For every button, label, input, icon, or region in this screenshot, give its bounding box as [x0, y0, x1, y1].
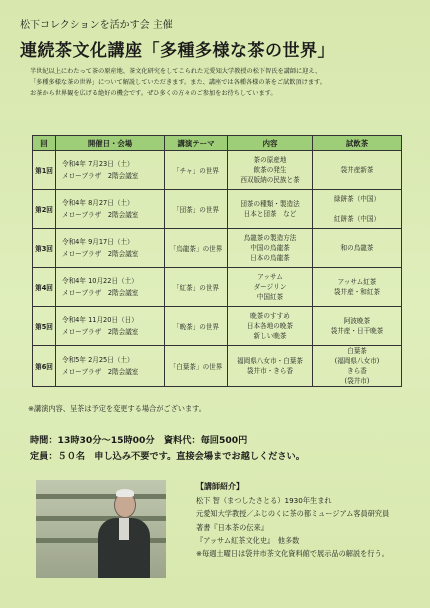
content-line: 晩茶のすすめ: [250, 312, 290, 320]
table-header-row: [33, 136, 402, 151]
table-row: [33, 229, 402, 268]
time-fee-line: 時間：13時30分～15時00分 資料代：毎回500円: [30, 435, 248, 446]
tea-line: 阿波晩茶: [343, 317, 371, 325]
page-title: 連続茶文化講座「多種多様な茶の世界」: [20, 41, 335, 61]
tea-line: 緑餅茶（中国）: [333, 195, 381, 203]
session-content: [228, 151, 313, 190]
lecturer-profile: [196, 480, 389, 560]
session-date: 令和4年 8月27日（土）: [62, 199, 134, 207]
content-line: 福岡県八女市・白葉茶: [237, 357, 303, 365]
tea-line: 袋井産・日干晩茶: [330, 327, 384, 335]
content-line: 団茶の種類・製造法: [240, 200, 300, 208]
session-tea: [313, 307, 402, 346]
lecturer-photo: [36, 480, 166, 578]
content-line: ダージリン: [253, 283, 287, 291]
header-tea: 試飲茶: [313, 136, 402, 151]
session-content: [228, 190, 313, 229]
session-number: 第2回: [33, 190, 56, 229]
session-date: 令和4年 7月23日（土）: [62, 160, 134, 168]
shelf-line: [36, 494, 166, 499]
intro-line: 「多種多様な茶の世界」について解説していただきます。また、講座では各種各様の茶をご試飲頂けます。: [30, 79, 326, 86]
session-venue: メローブラザ 2階会議室: [62, 211, 139, 219]
profile-line: 著書『日本茶の伝来』: [196, 522, 268, 532]
session-date: 令和4年 9月17日（土）: [62, 238, 134, 246]
session-date: 令和4年 11月20日（日）: [62, 316, 138, 324]
content-line: 中国の烏龍茶: [250, 244, 290, 252]
date-venue-cell: [56, 307, 165, 346]
table-row: [33, 346, 402, 387]
tea-line: (袋井市): [344, 377, 370, 385]
session-number: 第6回: [33, 346, 56, 387]
date-venue-cell: [56, 151, 165, 190]
tea-line: 袋井産新茶: [340, 166, 374, 174]
session-content: [228, 307, 313, 346]
tea-line: [313, 204, 401, 214]
session-tea: [313, 190, 402, 229]
profile-heading: 【講師紹介】: [196, 482, 244, 491]
profile-line: 元愛知大学教授／ふじのくに茶の都ミュージアム客員研究員: [196, 509, 390, 519]
session-theme: 「団茶」の世界: [165, 190, 228, 229]
session-tea: [313, 268, 402, 307]
session-tea: [313, 229, 402, 268]
tea-line: きら香: [347, 367, 367, 375]
content-line: 新しい晩茶: [253, 332, 287, 340]
table-row: [33, 307, 402, 346]
session-venue: メローブラザ 2階会議室: [62, 172, 139, 180]
content-line: 烏龍茶の製造方法: [243, 234, 297, 242]
date-venue-cell: [56, 229, 165, 268]
session-theme: 「晩茶」の世界: [165, 307, 228, 346]
content-line: 飲茶の発生: [253, 166, 287, 174]
content-line: 茶の原産地: [253, 156, 287, 164]
session-theme: 「白葉茶」の世界: [165, 346, 228, 387]
tea-line: 袋井産・和紅茶: [333, 288, 381, 296]
session-tea: [313, 151, 402, 190]
profile-line: 松下 智（まつしたさとる）1930年生まれ: [196, 496, 332, 506]
session-theme: 「紅茶」の世界: [165, 268, 228, 307]
intro-line: お茶から世界観を広げる絶好の機会です。ぜひ多くの方々のご参加をお待ちしています。: [30, 90, 277, 97]
session-venue: メローブラザ 2階会議室: [62, 368, 139, 376]
capacity-line: 定員：５０名 申し込み不要です。直接会場までお越しください。: [30, 451, 305, 462]
content-line: 日本各地の晩茶: [246, 322, 294, 330]
table-row: [33, 268, 402, 307]
session-content: [228, 268, 313, 307]
person-shirt: [119, 518, 129, 540]
content-line: 中国紅茶: [256, 293, 284, 301]
tea-line: 白葉茶: [347, 347, 367, 355]
session-venue: メローブラザ 2階会議室: [62, 250, 139, 258]
session-date: 令和5年 2月25日（土）: [62, 356, 134, 364]
session-number: 第4回: [33, 268, 56, 307]
schedule-table: [32, 135, 402, 387]
date-venue-cell: [56, 190, 165, 229]
content-line: アッサム: [257, 273, 283, 281]
intro-line: 半世紀以上にわたって茶の原産地、茶文化研究をしてこられた元愛知大学教授の松下智氏を講師に迎え、: [30, 68, 322, 75]
profile-line: ※毎週土曜日は袋井市茶文化資料館で展示品の解説を行う。: [196, 549, 389, 559]
header-theme: 講演テーマ: [165, 136, 228, 151]
session-date: 令和4年 10月22日（土）: [62, 277, 138, 285]
date-venue-cell: [56, 268, 165, 307]
session-content: [228, 229, 313, 268]
date-venue-cell: [56, 346, 165, 387]
session-venue: メローブラザ 2階会議室: [62, 328, 139, 336]
header-no: 回: [33, 136, 56, 151]
table-row: [33, 151, 402, 190]
organizer-text: 松下コレクションを活かす会 主催: [20, 20, 173, 31]
session-theme: 「チャ」の世界: [165, 151, 228, 190]
content-line: 日本の烏龍茶: [250, 254, 290, 262]
session-tea: [313, 346, 402, 387]
shelf-line: [36, 516, 166, 521]
session-number: 第1回: [33, 151, 56, 190]
session-venue: メローブラザ 2階会議室: [62, 289, 139, 297]
tea-line: 紅餅茶（中国）: [333, 215, 381, 223]
session-number: 第5回: [33, 307, 56, 346]
content-line: 西双版納の民族と茶: [240, 176, 300, 184]
table-row: [33, 190, 402, 229]
person-hair: [116, 489, 134, 497]
content-line: 袋井市・きら香: [246, 367, 294, 375]
intro-paragraph: [30, 66, 412, 99]
profile-line: 『アッサム紅茶文化史』 他多数: [196, 535, 300, 545]
schedule-note: ※講演内容、呈茶は予定を変更する場合がございます。: [28, 404, 206, 413]
header-content: 内容: [228, 136, 313, 151]
tea-line: 和の烏龍茶: [340, 244, 374, 252]
session-content: [228, 346, 313, 387]
content-line: 日本と団茶 など: [243, 210, 297, 218]
session-theme: 「烏龍茶」の世界: [165, 229, 228, 268]
tea-line: アッサム紅茶: [337, 278, 377, 286]
tea-line: (福岡県八女市): [334, 357, 380, 365]
session-number: 第3回: [33, 229, 56, 268]
header-date-venue: 開催日・会場: [56, 136, 165, 151]
